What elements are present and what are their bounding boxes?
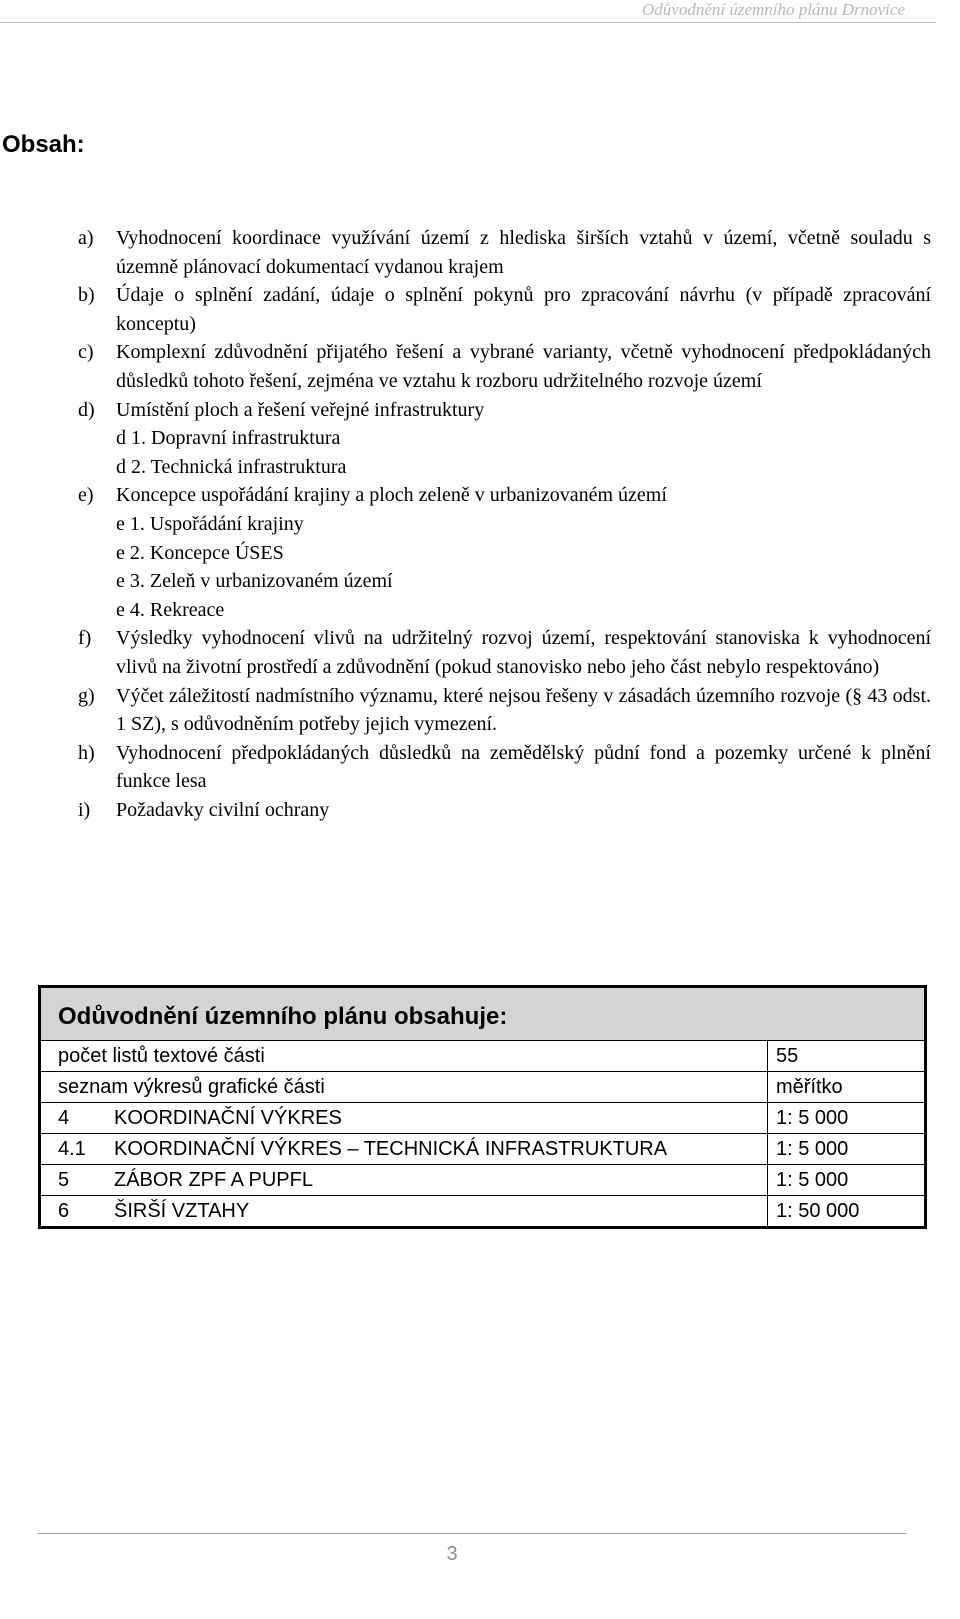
page-title: Obsah: bbox=[2, 131, 85, 158]
toc-item-f[interactable] bbox=[78, 624, 931, 681]
toc-letter: g) bbox=[78, 684, 95, 707]
toc-subitem-d2[interactable]: d 2. Technická infrastruktura bbox=[116, 455, 347, 478]
toc-text: Komplexní zdůvodnění přijatého řešení a vybrané varianty, včetně vyhodnocení předpokládaných důsledků tohoto řešení, zejména ve vztahu k rozboru udržitelného rozvoje území bbox=[116, 341, 931, 392]
scale-label: měřítko bbox=[768, 1072, 926, 1103]
drawing-scale: 1: 5 000 bbox=[768, 1103, 926, 1134]
toc-item-g[interactable] bbox=[78, 682, 931, 739]
document-contents-table bbox=[38, 985, 927, 1229]
toc-letter: b) bbox=[78, 284, 95, 307]
drawing-name: KOORDINAČNÍ VÝKRES – TECHNICKÁ INFRASTRUKTURA bbox=[114, 1138, 668, 1160]
text-sheets-value: 55 bbox=[768, 1041, 926, 1072]
toc-subitem-e3[interactable]: e 3. Zeleň v urbanizovaném území bbox=[116, 570, 393, 593]
toc-text: Výčet záležitostí nadmístního významu, které nejsou řešeny v zásadách územního rozvoje (§ 43 odst. 1 SZ), s odůvodněním potřeby jejich vymezení. bbox=[116, 684, 931, 736]
toc-subitem-d1[interactable]: d 1. Dopravní infrastruktura bbox=[116, 427, 341, 450]
table-row bbox=[40, 1103, 926, 1134]
toc-letter: f) bbox=[78, 627, 92, 650]
page-number: 3 bbox=[446, 1543, 458, 1565]
toc-text: Požadavky civilní ochrany bbox=[116, 798, 330, 821]
drawings-label: seznam výkresů grafické části bbox=[40, 1072, 768, 1103]
toc-item-b[interactable] bbox=[78, 281, 931, 338]
text-sheets-label: počet listů textové části bbox=[40, 1041, 768, 1072]
toc-letter: c) bbox=[78, 341, 94, 364]
toc-item-d[interactable] bbox=[78, 396, 931, 425]
toc-item-a[interactable] bbox=[78, 224, 931, 281]
table-title: Odůvodnění územního plánu obsahuje: bbox=[40, 987, 926, 1041]
table-title-row bbox=[40, 987, 926, 1041]
drawing-scale: 1: 5 000 bbox=[768, 1134, 926, 1165]
toc-item-e[interactable] bbox=[78, 481, 931, 510]
toc-subitem-e4[interactable]: e 4. Rekreace bbox=[116, 598, 225, 621]
header-rule bbox=[0, 22, 936, 23]
table-row bbox=[40, 1072, 926, 1103]
drawing-number: 6 bbox=[58, 1200, 70, 1222]
running-header: Odůvodnění územního plánu Drnovice bbox=[642, 0, 905, 19]
drawing-scale: 1: 50 000 bbox=[768, 1196, 926, 1228]
drawing-name: KOORDINAČNÍ VÝKRES bbox=[114, 1107, 342, 1129]
drawing-number: 4 bbox=[58, 1107, 70, 1129]
table-row bbox=[40, 1041, 926, 1072]
drawing-cell bbox=[40, 1196, 768, 1228]
drawing-cell bbox=[40, 1103, 768, 1134]
table-of-contents bbox=[78, 224, 931, 824]
drawing-scale: 1: 5 000 bbox=[768, 1165, 926, 1196]
toc-item-c[interactable] bbox=[78, 338, 931, 395]
toc-text: Vyhodnocení předpokládaných důsledků na zemědělský půdní fond a pozemky určené k plnění funkce lesa bbox=[116, 741, 931, 793]
drawing-cell bbox=[40, 1165, 768, 1196]
toc-text: Údaje o splnění zadání, údaje o splnění pokynů pro zpracování návrhu (v případě zpracování konceptu) bbox=[116, 284, 931, 335]
toc-item-h[interactable] bbox=[78, 739, 931, 796]
toc-text: Umístění ploch a řešení veřejné infrastruktury bbox=[116, 398, 485, 421]
table-row bbox=[40, 1165, 926, 1196]
toc-subitem-e1[interactable]: e 1. Uspořádání krajiny bbox=[116, 512, 304, 535]
toc-letter: e) bbox=[78, 484, 94, 507]
toc-subitem-e2[interactable]: e 2. Koncepce ÚSES bbox=[116, 541, 284, 564]
toc-letter: i) bbox=[78, 798, 91, 821]
drawing-number: 5 bbox=[58, 1169, 70, 1191]
toc-text: Koncepce uspořádání krajiny a ploch zeleně v urbanizovaném území bbox=[116, 484, 667, 507]
toc-text: Výsledky vyhodnocení vlivů na udržitelný rozvoj území, respektování stanoviska k vyhodnocení vlivů na životní prostředí a zdůvodnění (pokud stanovisko nebo jeho část nebylo respektováno) bbox=[116, 627, 931, 678]
drawing-name: ŠIRŠÍ VZTAHY bbox=[114, 1200, 250, 1222]
table-row bbox=[40, 1196, 926, 1228]
toc-text: Vyhodnocení koordinace využívání území z hlediska širších vztahů v území, včetně souladu s územně plánovací dokumentací vydanou krajem bbox=[116, 227, 931, 278]
footer-rule bbox=[38, 1533, 906, 1534]
toc-letter: d) bbox=[78, 398, 95, 421]
table-row bbox=[40, 1134, 926, 1165]
toc-letter: a) bbox=[78, 227, 94, 249]
toc-item-i[interactable] bbox=[78, 796, 931, 825]
drawing-name: ZÁBOR ZPF A PUPFL bbox=[114, 1169, 313, 1191]
toc-letter: h) bbox=[78, 741, 95, 764]
drawing-number: 4.1 bbox=[58, 1138, 86, 1160]
drawing-cell bbox=[40, 1134, 768, 1165]
